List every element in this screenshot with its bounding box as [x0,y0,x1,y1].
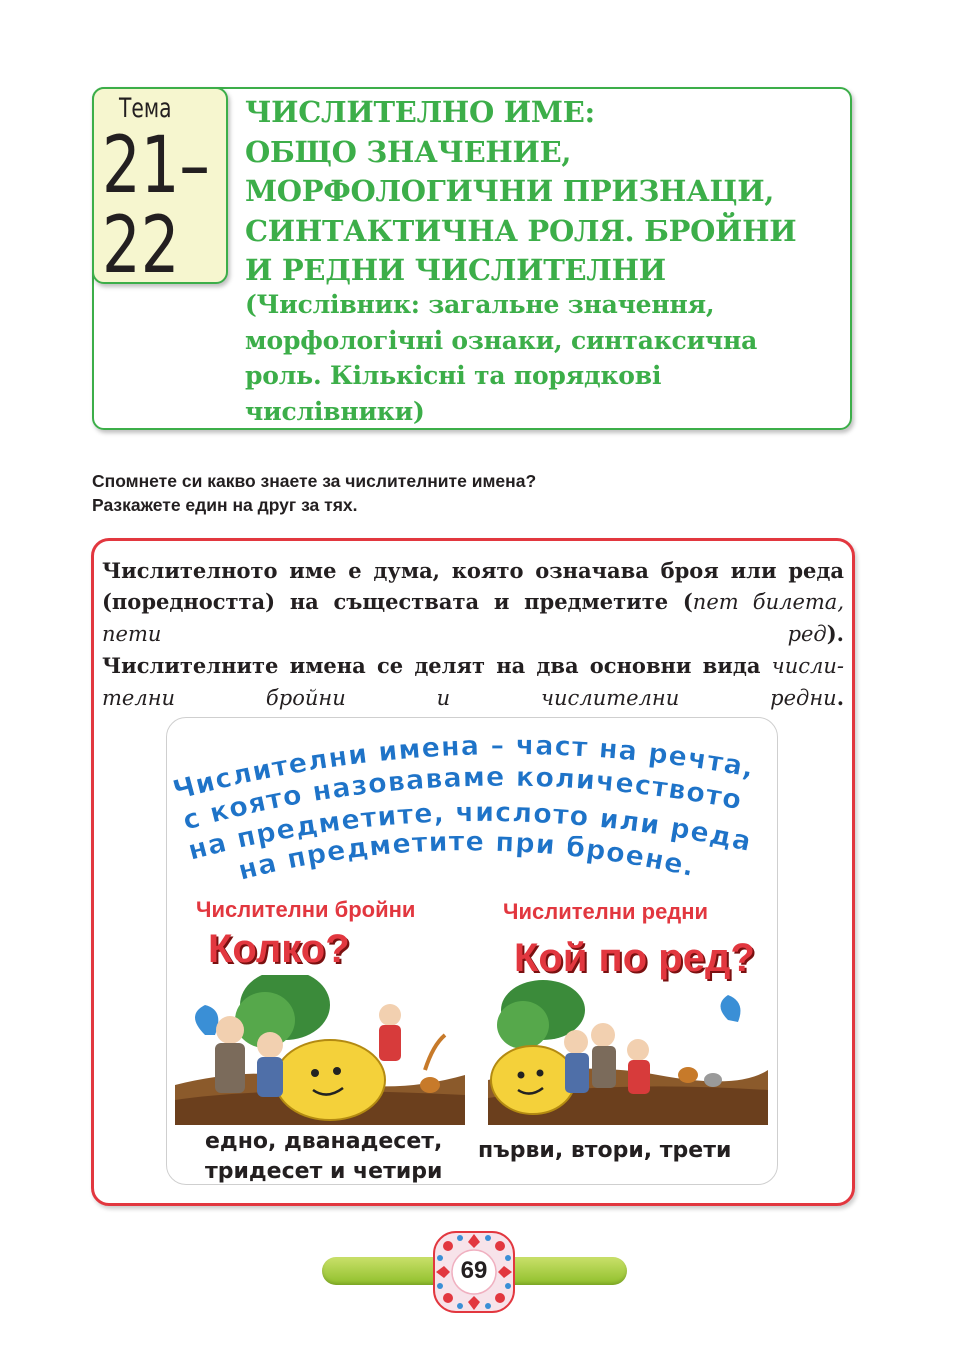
ordinal-examples [478,1136,731,1166]
cardinal-question: Колко? [208,927,350,971]
topic-subtitle-line: (Числівник: загальне значення, [245,290,715,319]
banner-line-2: с която назоваваме количеството [179,761,745,837]
banner-line-3: на предметите, числото или реда [184,797,755,867]
infographic-banner [166,720,778,890]
question-line: Разкажете един на друг за тях. [92,495,358,515]
rule-text [102,555,844,714]
banner-line-4: на предметите при броене. [235,826,698,887]
topic-number-line2: 22 [102,201,180,284]
cardinal-illustration [175,975,465,1125]
ordinal-examples-line: първи, втори, трети [478,1138,732,1163]
cardinal-examples [205,1127,442,1187]
ordinal-illustration [488,980,768,1125]
question-line: Спомнете си какво знаете за числителните имена? [92,471,537,491]
topic-number-line1: 21– [102,121,210,211]
rule-p1-end: ). [826,621,844,646]
discussion-question [92,469,852,517]
topic-title-line: ОБЩО ЗНАЧЕНИЕ, [245,134,572,169]
topic-badge [92,87,228,284]
topic-label: Тема [119,93,172,124]
topic-subtitle [245,287,845,429]
topic-title [245,93,845,291]
rule-p1-example: пет билета, пети ред [102,590,845,646]
topic-title-line: СИНТАКТИЧНА РОЛЯ. БРОЙНИ [245,213,797,248]
topic-subtitle-line: роль. Кількісні та порядкові [245,361,662,390]
rule-p1-text: Числителното име е дума, която означава броя или реда (поредността) на съществата и предметите ( [102,558,844,614]
rule-paragraph-2 [102,650,844,714]
topic-title-line: ЧИСЛИТЕЛНО ИМЕ: [245,95,595,129]
banner-line-1: Числителни имена – част на речта, [169,730,757,807]
page-number: 69 [460,1257,488,1284]
cardinal-examples-line: едно, дванадесет, [205,1129,443,1154]
ordinal-numerals-title: Числителни редни [503,899,709,924]
rule-p2-terms: числи-телни бройни и числителни редни [102,654,844,710]
topic-subtitle-line: морфологічні ознаки, синтаксична [245,325,758,355]
ordinal-question: Кой по ред? [514,936,755,980]
cardinal-examples-line: тридесет и четири [205,1159,443,1184]
topic-title-line: И РЕДНИ ЧИСЛИТЕЛНИ [245,253,666,287]
topic-title-line: МОРФОЛОГИЧНИ ПРИЗНАЦИ, [245,174,775,208]
rule-paragraph-1 [102,555,844,650]
cardinal-numerals-title: Числителни бройни [196,897,416,922]
rule-p2-end: . [836,685,844,710]
rule-p2-text: Числителните имена се делят на два основни вида [102,653,772,678]
topic-subtitle-line: числівники) [245,396,425,426]
